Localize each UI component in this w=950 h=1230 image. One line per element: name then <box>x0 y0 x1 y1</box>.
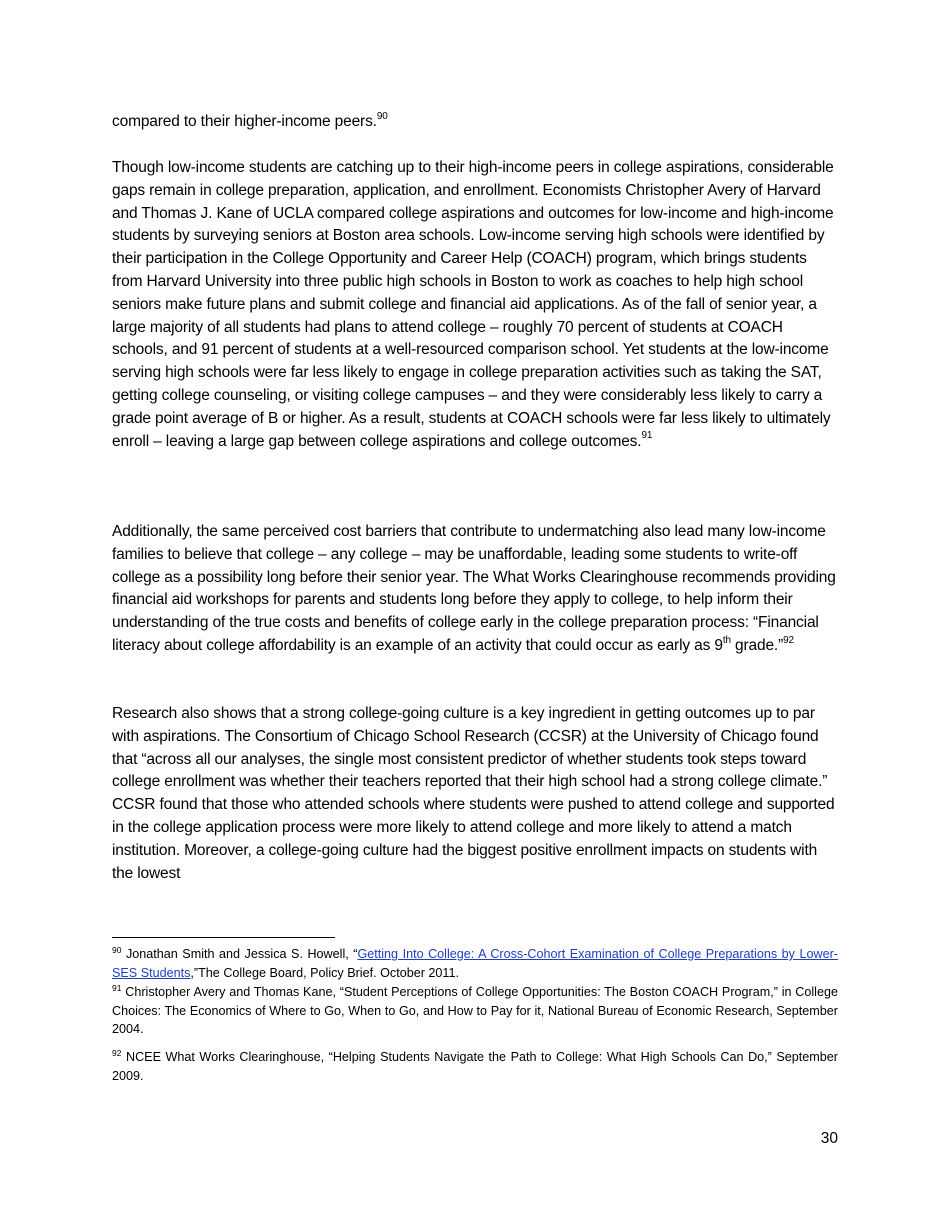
footnote-text: NCEE What Works Clearinghouse, “Helping Students Navigate the Path to College: What High Schools Can Do,” September 2009. <box>112 1050 838 1083</box>
footnote-ref-91: 91 <box>641 430 653 442</box>
paragraph-text: Research also shows that a strong college-going culture is a key ingredient in getting outcomes up to par with aspirations. The Consortium of Chicago School Research (CCSR) at the University of Chicago found that “across all our analyses, the single most consistent predictor of whether students took steps toward college enrollment was whether their teachers reported that their high school had a strong college climate.” CCSR found that those who attended schools where students were pushed to attend college and supported in the college application process were more likely to attend college and more likely to attend a match institution. Moreover, a college-going culture had the biggest positive enrollment impacts on students with the lowest <box>112 705 835 882</box>
footnote-number: 92 <box>112 1047 122 1058</box>
page-number: 30 <box>820 1130 838 1147</box>
footnote-90 <box>112 945 838 982</box>
ordinal-suffix: th <box>722 634 731 646</box>
paragraph-text: compared to their higher-income peers. <box>112 113 377 130</box>
paragraph-coach-study <box>112 157 840 453</box>
footnote-ref-90: 90 <box>376 110 388 122</box>
paragraph-cost-barriers <box>112 521 840 658</box>
footnote-number: 91 <box>112 982 122 993</box>
footnote-text: Christopher Avery and Thomas Kane, “Student Perceptions of College Opportunities: The Boston COACH Program,” in College Choices: The Economics of Where to Go, When to Go, and How to Pay for it, National Bureau of Economic Research, September 2004. <box>112 985 838 1037</box>
paragraph-text: Though low-income students are catching up to their high-income peers in college aspirations, considerable gaps remain in college preparation, application, and enrollment. Economists Christopher Avery of Harvard and Thomas J. Kane of UCLA compared college aspirations and outcomes for low-income and high-income students by surveying seniors at Boston area schools. Low-income serving high schools were identified by their participation in the College Opportunity and Career Help (COACH) program, which brings students from Harvard University into three public high schools in Boston to work as coaches to help high school seniors make future plans and submit college and financial aid applications. As of the fall of senior year, a large majority of all students had plans to attend college – roughly 70 percent of students at COACH schools, and 91 percent of students at a well-resourced comparison school. Yet students at the low-income serving high schools were far less likely to engage in college preparation activities such as taking the SAT, getting college counseling, or visiting college campuses – and they were considerably less likely to carry a grade point average of B or higher. As a result, students at COACH schools were far less likely to ultimately enroll – leaving a large gap between college aspirations and college outcomes. <box>112 159 834 450</box>
footnote-text-end: ,”The College Board, Policy Brief. October 2011. <box>190 965 459 980</box>
paragraph-text: Additionally, the same perceived cost barriers that contribute to undermatching also lead many low-income families to believe that college – any college – may be unaffordable, leading some students to write-off college as a possibility long before their senior year. The What Works Clearinghouse recommends providing financial aid workshops for parents and students long before they apply to college, to help inform their understanding of the true costs and benefits of college early in the college preparation process: “Financial literacy about college affordability is an example of an activity that could occur as early as 9 <box>112 523 836 654</box>
footnote-91 <box>112 983 838 1039</box>
paragraph-text-end: grade.” <box>730 636 784 654</box>
footnote-92 <box>112 1048 838 1085</box>
footnote-link[interactable]: Getting Into College: A Cross-Cohort Examination of College Preparations by Lower-SES Students <box>112 947 838 980</box>
footnote-number: 90 <box>112 944 122 955</box>
footnote-ref-92: 92 <box>783 634 794 646</box>
footnote-text: Jonathan Smith and Jessica S. Howell, “ <box>121 947 358 961</box>
footnote-divider <box>112 937 335 938</box>
paragraph-college-culture <box>112 703 840 885</box>
paragraph-continuation <box>112 111 840 134</box>
